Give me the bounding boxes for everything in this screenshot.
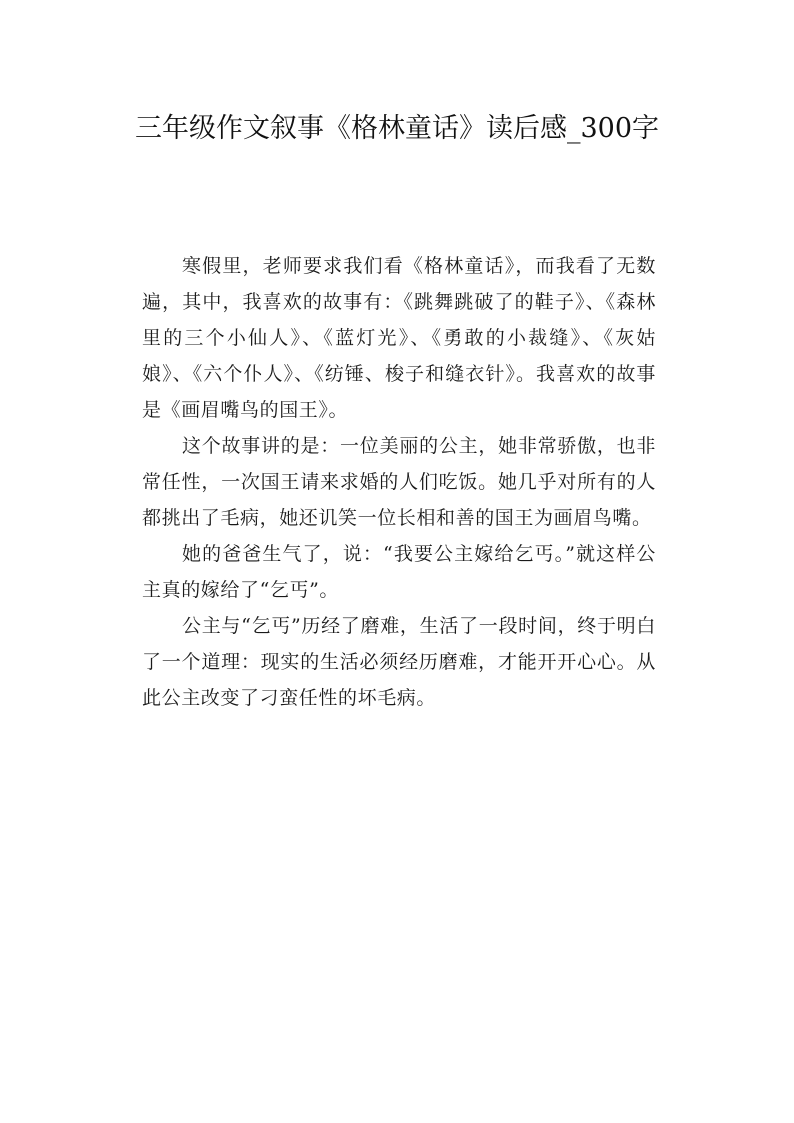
paragraph: 这个故事讲的是：一位美丽的公主，她非常骄傲，也非常任性，一次国王请来求婚的人们吃饭。她几乎对所有的人都挑出了毛病，她还讥笑一位长相和善的国王为画眉鸟嘴。: [142, 435, 656, 529]
paragraph: 寒假里，老师要求我们看《格林童话》，而我看了无数遍，其中，我喜欢的故事有：《跳舞跳破了的鞋子》、《森林里的三个小仙人》、《蓝灯光》、《勇敢的小裁缝》、《灰姑娘》、《六个仆人》、《纺锤、梭子和缝衣针》。我喜欢的故事是《画眉嘴鸟的国王》。: [142, 255, 656, 421]
document-title: 三年级作文叙事《格林童话》读后感_300字: [134, 113, 660, 144]
paragraph: 公主与“乞丐”历经了磨难，生活了一段时间，终于明白了一个道理：现实的生活必须经历磨难，才能开开心心。从此公主改变了刁蛮任性的坏毛病。: [142, 615, 656, 709]
document-body: [142, 248, 656, 716]
paragraph: 她的爸爸生气了，说：“我要公主嫁给乞丐。”就这样公主真的嫁给了“乞丐”。: [142, 543, 656, 601]
